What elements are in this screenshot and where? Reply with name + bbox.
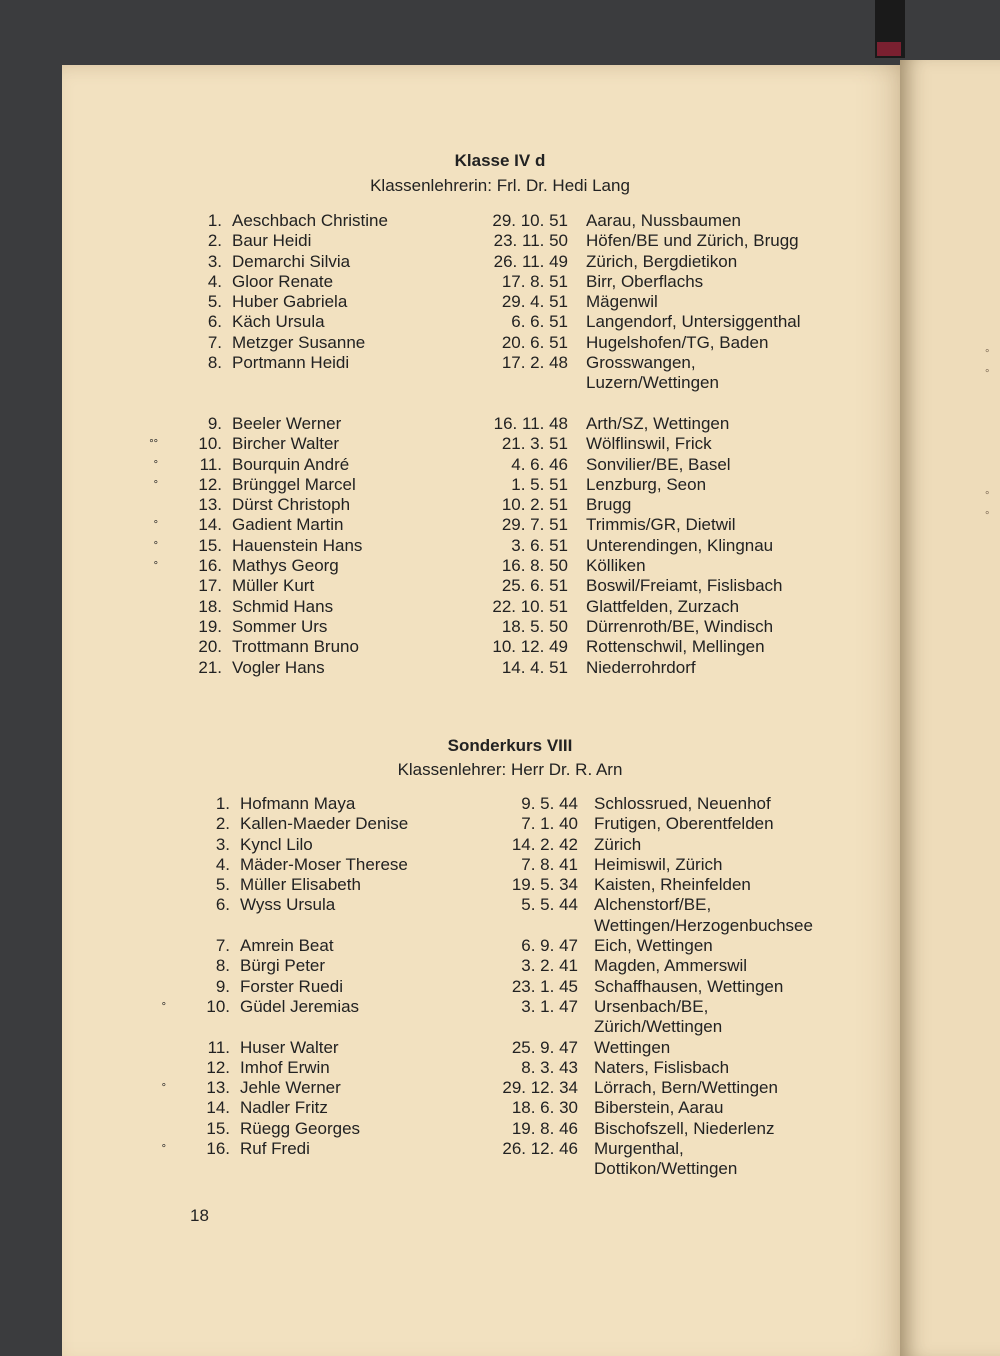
entry-number: 11. xyxy=(199,454,222,474)
birth-date: 18. 6. 30 xyxy=(511,1098,578,1118)
home-place: Zürich xyxy=(594,834,642,854)
student-name: Schmid Hans xyxy=(232,596,334,616)
home-place: Wölflinswil, Frick xyxy=(586,434,712,454)
home-place: Lörrach, Bern/Wettingen xyxy=(594,1078,778,1098)
birth-date: 3. 2. 41 xyxy=(521,956,578,976)
student-mark: ° xyxy=(153,519,158,532)
student-name: Imhof Erwin xyxy=(240,1057,330,1077)
section-title: Sonderkurs VIII xyxy=(447,736,573,755)
entry-number: 16. xyxy=(206,1139,230,1159)
entry-number: 14. xyxy=(206,1098,230,1118)
entry-number: 7. xyxy=(207,332,222,352)
student-name: Hauenstein Hans xyxy=(232,535,363,555)
student-name: Rüegg Georges xyxy=(240,1118,361,1138)
entry-number: 9. xyxy=(207,413,222,433)
home-place: Dürrenroth/BE, Windisch xyxy=(586,616,774,636)
birth-date: 7. 1. 40 xyxy=(521,814,578,834)
entry-number: 17. xyxy=(198,576,222,596)
student-name: Portmann Heidi xyxy=(232,353,350,373)
entry-number: 1. xyxy=(215,794,230,813)
student-name: Müller Elisabeth xyxy=(240,875,361,895)
birth-date: 29. 12. 34 xyxy=(502,1078,578,1098)
birth-date: 19. 5. 34 xyxy=(511,875,578,895)
student-name: Bircher Walter xyxy=(232,434,340,454)
student-mark: °° xyxy=(149,438,158,451)
student-mark: ° xyxy=(153,539,158,552)
entry-number: 5. xyxy=(207,292,222,312)
student-name: Huser Walter xyxy=(240,1037,339,1057)
entry-number: 12. xyxy=(206,1057,230,1077)
home-place: Schaffhausen, Wettingen xyxy=(594,976,784,996)
home-place: Mägenwil xyxy=(586,292,658,312)
home-place: Lenzburg, Seon xyxy=(586,474,707,494)
entry-number: 6. xyxy=(215,895,230,915)
student-name: Huber Gabriela xyxy=(232,292,348,312)
home-place: Birr, Oberflachs xyxy=(586,271,704,291)
student-mark: ° xyxy=(161,1082,166,1095)
student-name: Kallen-Maeder Denise xyxy=(240,814,409,834)
birth-date: 9. 5. 44 xyxy=(521,794,578,813)
entry-number: 21. xyxy=(198,657,222,677)
home-place-continued: Luzern/Wettingen xyxy=(586,373,719,393)
home-place: Kölliken xyxy=(586,556,646,576)
margin-mark: ° xyxy=(985,490,990,502)
home-place: Kaisten, Rheinfelden xyxy=(594,875,751,895)
home-place: Hugelshofen/TG, Baden xyxy=(586,332,769,352)
student-name: Beeler Werner xyxy=(232,413,342,433)
birth-date: 14. 4. 51 xyxy=(501,657,568,677)
student-name: Bourquin André xyxy=(232,454,350,474)
home-place: Alchenstorf/BE, xyxy=(594,895,712,915)
student-name: Gadient Martin xyxy=(232,515,344,535)
home-place: Wettingen xyxy=(594,1037,671,1057)
entry-number: 10. xyxy=(206,996,230,1016)
home-place: Unterendingen, Klingnau xyxy=(586,535,774,555)
birth-date: 23. 1. 45 xyxy=(511,976,578,996)
student-name: Brünggel Marcel xyxy=(232,474,356,494)
home-place: Bischofszell, Niederlenz xyxy=(594,1118,775,1138)
home-place: Arth/SZ, Wettingen xyxy=(586,413,730,433)
birth-date: 18. 5. 50 xyxy=(501,616,568,636)
entry-number: 13. xyxy=(206,1078,230,1098)
birth-date: 5. 5. 44 xyxy=(521,895,578,915)
spine-bookmark xyxy=(877,42,901,56)
entry-number: 4. xyxy=(215,854,230,874)
home-place: Langendorf, Untersiggenthal xyxy=(586,312,801,332)
entry-number: 16. xyxy=(198,556,222,576)
home-place: Trimmis/GR, Dietwil xyxy=(586,515,736,535)
home-place: Aarau, Nussbaumen xyxy=(586,211,741,230)
entry-number: 18. xyxy=(198,596,222,616)
home-place: Boswil/Freiamt, Fislisbach xyxy=(586,576,783,596)
home-place-continued: Wettingen/Herzogenbuchsee xyxy=(594,915,813,935)
home-place: Höfen/BE und Zürich, Brugg xyxy=(586,231,799,251)
entry-number: 15. xyxy=(206,1118,230,1138)
home-place-continued: Zürich/Wettingen xyxy=(594,1017,723,1037)
birth-date: 10. 12. 49 xyxy=(492,637,568,657)
home-place: Biberstein, Aarau xyxy=(594,1098,724,1118)
home-place: Schlossrued, Neuenhof xyxy=(594,794,771,813)
entry-number: 5. xyxy=(215,875,230,895)
entry-number: 11. xyxy=(207,1037,230,1057)
birth-date: 22. 10. 51 xyxy=(492,596,568,616)
birth-date: 16. 11. 48 xyxy=(493,413,568,433)
student-name: Güdel Jeremias xyxy=(240,996,360,1016)
entry-number: 20. xyxy=(198,637,222,657)
student-name: Forster Ruedi xyxy=(240,976,343,996)
birth-date: 17. 2. 48 xyxy=(501,353,568,373)
birth-date: 3. 1. 47 xyxy=(521,996,578,1016)
student-mark: ° xyxy=(153,458,158,471)
birth-date: 26. 12. 46 xyxy=(502,1139,578,1159)
entry-number: 9. xyxy=(215,976,230,996)
entry-number: 2. xyxy=(215,814,230,834)
entry-number: 8. xyxy=(215,956,230,976)
birth-date: 29. 4. 51 xyxy=(501,292,568,312)
facing-page-edge xyxy=(900,60,1000,1356)
entry-number: 4. xyxy=(207,271,222,291)
entry-number: 15. xyxy=(198,535,222,555)
student-name: Metzger Susanne xyxy=(232,332,366,352)
home-place: Glattfelden, Zurzach xyxy=(586,596,740,616)
home-place: Frutigen, Oberentfelden xyxy=(594,814,774,834)
birth-date: 1. 5. 51 xyxy=(511,474,568,494)
entry-number: 6. xyxy=(207,312,222,332)
birth-date: 14. 2. 42 xyxy=(511,834,578,854)
student-name: Aeschbach Christine xyxy=(232,211,388,230)
birth-date: 10. 2. 51 xyxy=(501,495,568,515)
student-name: Mäder-Moser Therese xyxy=(240,854,408,874)
student-name: Käch Ursula xyxy=(232,312,325,332)
margin-mark: ° xyxy=(985,510,990,522)
student-name: Gloor Renate xyxy=(232,271,334,291)
section-title: Klasse IV d xyxy=(454,151,546,170)
student-name: Hofmann Maya xyxy=(240,794,356,813)
student-name: Dürst Christoph xyxy=(232,495,351,515)
home-place: Naters, Fislisbach xyxy=(594,1057,730,1077)
margin-mark: ° xyxy=(985,348,990,360)
student-name: Bürgi Peter xyxy=(240,956,326,976)
birth-date: 29. 7. 51 xyxy=(501,515,568,535)
home-place: Zürich, Bergdietikon xyxy=(586,251,738,271)
birth-date: 21. 3. 51 xyxy=(501,434,568,454)
home-place: Heimiswil, Zürich xyxy=(594,854,723,874)
student-mark: ° xyxy=(153,560,158,573)
birth-date: 17. 8. 51 xyxy=(501,271,568,291)
home-place: Rottenschwil, Mellingen xyxy=(586,637,765,657)
entry-number: 1. xyxy=(207,211,222,230)
student-name: Trottmann Bruno xyxy=(232,637,359,657)
birth-date: 23. 11. 50 xyxy=(493,231,568,251)
birth-date: 20. 6. 51 xyxy=(501,332,568,352)
birth-date: 7. 8. 41 xyxy=(521,854,578,874)
home-place: Magden, Ammerswil xyxy=(594,956,748,976)
student-name: Kyncl Lilo xyxy=(240,834,313,854)
home-place-continued: Dottikon/Wettingen xyxy=(594,1159,738,1179)
student-name: Amrein Beat xyxy=(240,936,334,956)
birth-date: 25. 6. 51 xyxy=(501,576,568,596)
entry-number: 14. xyxy=(198,515,222,535)
student-mark: ° xyxy=(153,478,158,491)
home-place: Sonvilier/BE, Basel xyxy=(586,454,731,474)
entry-number: 8. xyxy=(207,353,222,373)
margin-mark: ° xyxy=(985,368,990,380)
birth-date: 19. 8. 46 xyxy=(511,1118,578,1138)
birth-date: 6. 6. 51 xyxy=(511,312,568,332)
birth-date: 3. 6. 51 xyxy=(511,535,568,555)
student-name: Mathys Georg xyxy=(232,556,339,576)
birth-date: 29. 10. 51 xyxy=(492,211,568,230)
birth-date: 4. 6. 46 xyxy=(511,454,568,474)
home-place: Eich, Wettingen xyxy=(594,936,713,956)
home-place: Ursenbach/BE, xyxy=(594,996,709,1016)
birth-date: 6. 9. 47 xyxy=(521,936,578,956)
home-place: Brugg xyxy=(586,495,632,515)
student-mark: ° xyxy=(161,1000,166,1013)
student-name: Jehle Werner xyxy=(240,1078,341,1098)
student-name: Wyss Ursula xyxy=(240,895,336,915)
entry-number: 2. xyxy=(207,231,222,251)
student-name: Baur Heidi xyxy=(232,231,312,251)
student-name: Demarchi Silvia xyxy=(232,251,351,271)
entry-number: 7. xyxy=(215,936,230,956)
student-name: Müller Kurt xyxy=(232,576,315,596)
entry-number: 12. xyxy=(198,474,222,494)
page-number: 18 xyxy=(190,1206,209,1225)
home-place: Grosswangen, xyxy=(586,353,696,373)
section-teacher: Klassenlehrerin: Frl. Dr. Hedi Lang xyxy=(370,176,630,195)
home-place: Niederrohrdorf xyxy=(586,657,696,677)
student-mark: ° xyxy=(161,1143,166,1156)
birth-date: 25. 9. 47 xyxy=(511,1037,578,1057)
birth-date: 26. 11. 49 xyxy=(493,251,568,271)
student-name: Ruf Fredi xyxy=(240,1139,310,1159)
home-place: Murgenthal, xyxy=(594,1139,684,1159)
entry-number: 13. xyxy=(198,495,222,515)
entry-number: 3. xyxy=(207,251,222,271)
birth-date: 8. 3. 43 xyxy=(521,1057,578,1077)
student-name: Sommer Urs xyxy=(232,616,328,636)
entry-number: 19. xyxy=(198,616,222,636)
entry-number: 3. xyxy=(215,834,230,854)
student-name: Nadler Fritz xyxy=(240,1098,328,1118)
student-name: Vogler Hans xyxy=(232,657,325,677)
entry-number: 10. xyxy=(198,434,222,454)
birth-date: 16. 8. 50 xyxy=(501,556,568,576)
section-teacher: Klassenlehrer: Herr Dr. R. Arn xyxy=(397,760,623,779)
